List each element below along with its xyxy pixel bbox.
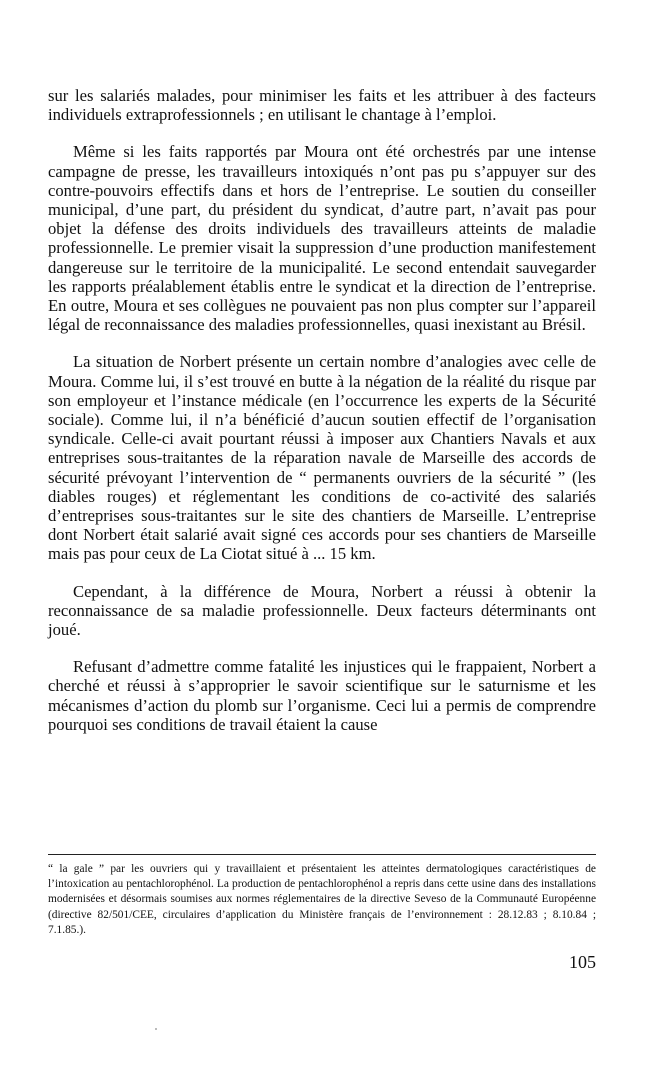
- page-number: 105: [569, 952, 596, 972]
- footnote: “ la gale ” par les ouvriers qui y travaillaient et présentaient les atteintes dermatologiques caractéristiques de l’intoxication au pentachlorophénol. La production de pentachlorophénol a repris dans cette usine dans des installations modernisées et désormais soumises aux normes réglementaires de la directive Seveso de la Communauté Européenne (directive 82/501/CEE, circulaires d’application du Ministère français de l’environnement : 28.12.83 ; 8.10.84 ; 7.1.85.).: [48, 863, 596, 936]
- scan-speck: [155, 1028, 157, 1030]
- paragraph-3: La situation de Norbert présente un certain nombre d’analogies avec celle de Moura. Comme lui, il s’est trouvé en butte à la négation de la réalité du risque par son employeur et l’instance médicale (en l’occurrence les experts de la Sécurité sociale). Comme lui, il n’a bénéficié d’aucun soutien effectif de l’organisation syndicale. Celle-ci avait pourtant réussi à imposer aux Chantiers Navals et aux entreprises sous-traitantes de la réparation navale de Marseille des accords de sécurité prévoyant l’intervention de “ permanents ouvriers de la sécurité ” (les diables rouges) et réglementant les conditions de co-activité des salariés d’entreprises sous-traitantes sur le site des chantiers de Marseille. L’entreprise dont Norbert était salarié avait signé ces accords pour ses chantiers de Marseille mais pas pour ceux de La Ciotat situé à ... 15 km.: [48, 352, 596, 564]
- footnote-divider: [48, 854, 596, 855]
- paragraph-4: Cependant, à la différence de Moura, Norbert a réussi à obtenir la reconnaissance de sa maladie professionnelle. Deux facteurs déterminants ont joué.: [48, 581, 596, 640]
- body-text: [48, 86, 596, 752]
- paragraph-1: sur les salariés malades, pour minimiser les faits et les attribuer à des facteurs individuels extraprofessionnels ; en utilisant le chantage à l’emploi.: [48, 86, 596, 125]
- paragraph-5: Refusant d’admettre comme fatalité les injustices qui le frappaient, Norbert a cherché et réussi à s’approprier le savoir scientifique sur le saturnisme et les mécanismes d’action du plomb sur l’organisme. Ceci lui a permis de comprendre pourquoi ses conditions de travail étaient la cause: [48, 657, 596, 734]
- paragraph-2: Même si les faits rapportés par Moura ont été orchestrés par une intense campagne de presse, les travailleurs intoxiqués n’ont pas pu s’appuyer sur des contre-pouvoirs effectifs dans et hors de l’entreprise. Le soutien du conseiller municipal, d’une part, du président du syndicat, d’autre part, n’avait pas pour objet la défense des droits individuels des travailleurs atteints de maladie professionnelle. Le premier visait la suppression d’une production manifestement dangereuse sur le territoire de la municipalité. Le second entendait sauvegarder les rapports préalablement établis entre le syndicat et la direction de l’entreprise. En outre, Moura et ses collègues ne pouvaient pas non plus compter sur l’appareil légal de reconnaissance des maladies professionnelles, quasi inexistant au Brésil.: [48, 142, 596, 335]
